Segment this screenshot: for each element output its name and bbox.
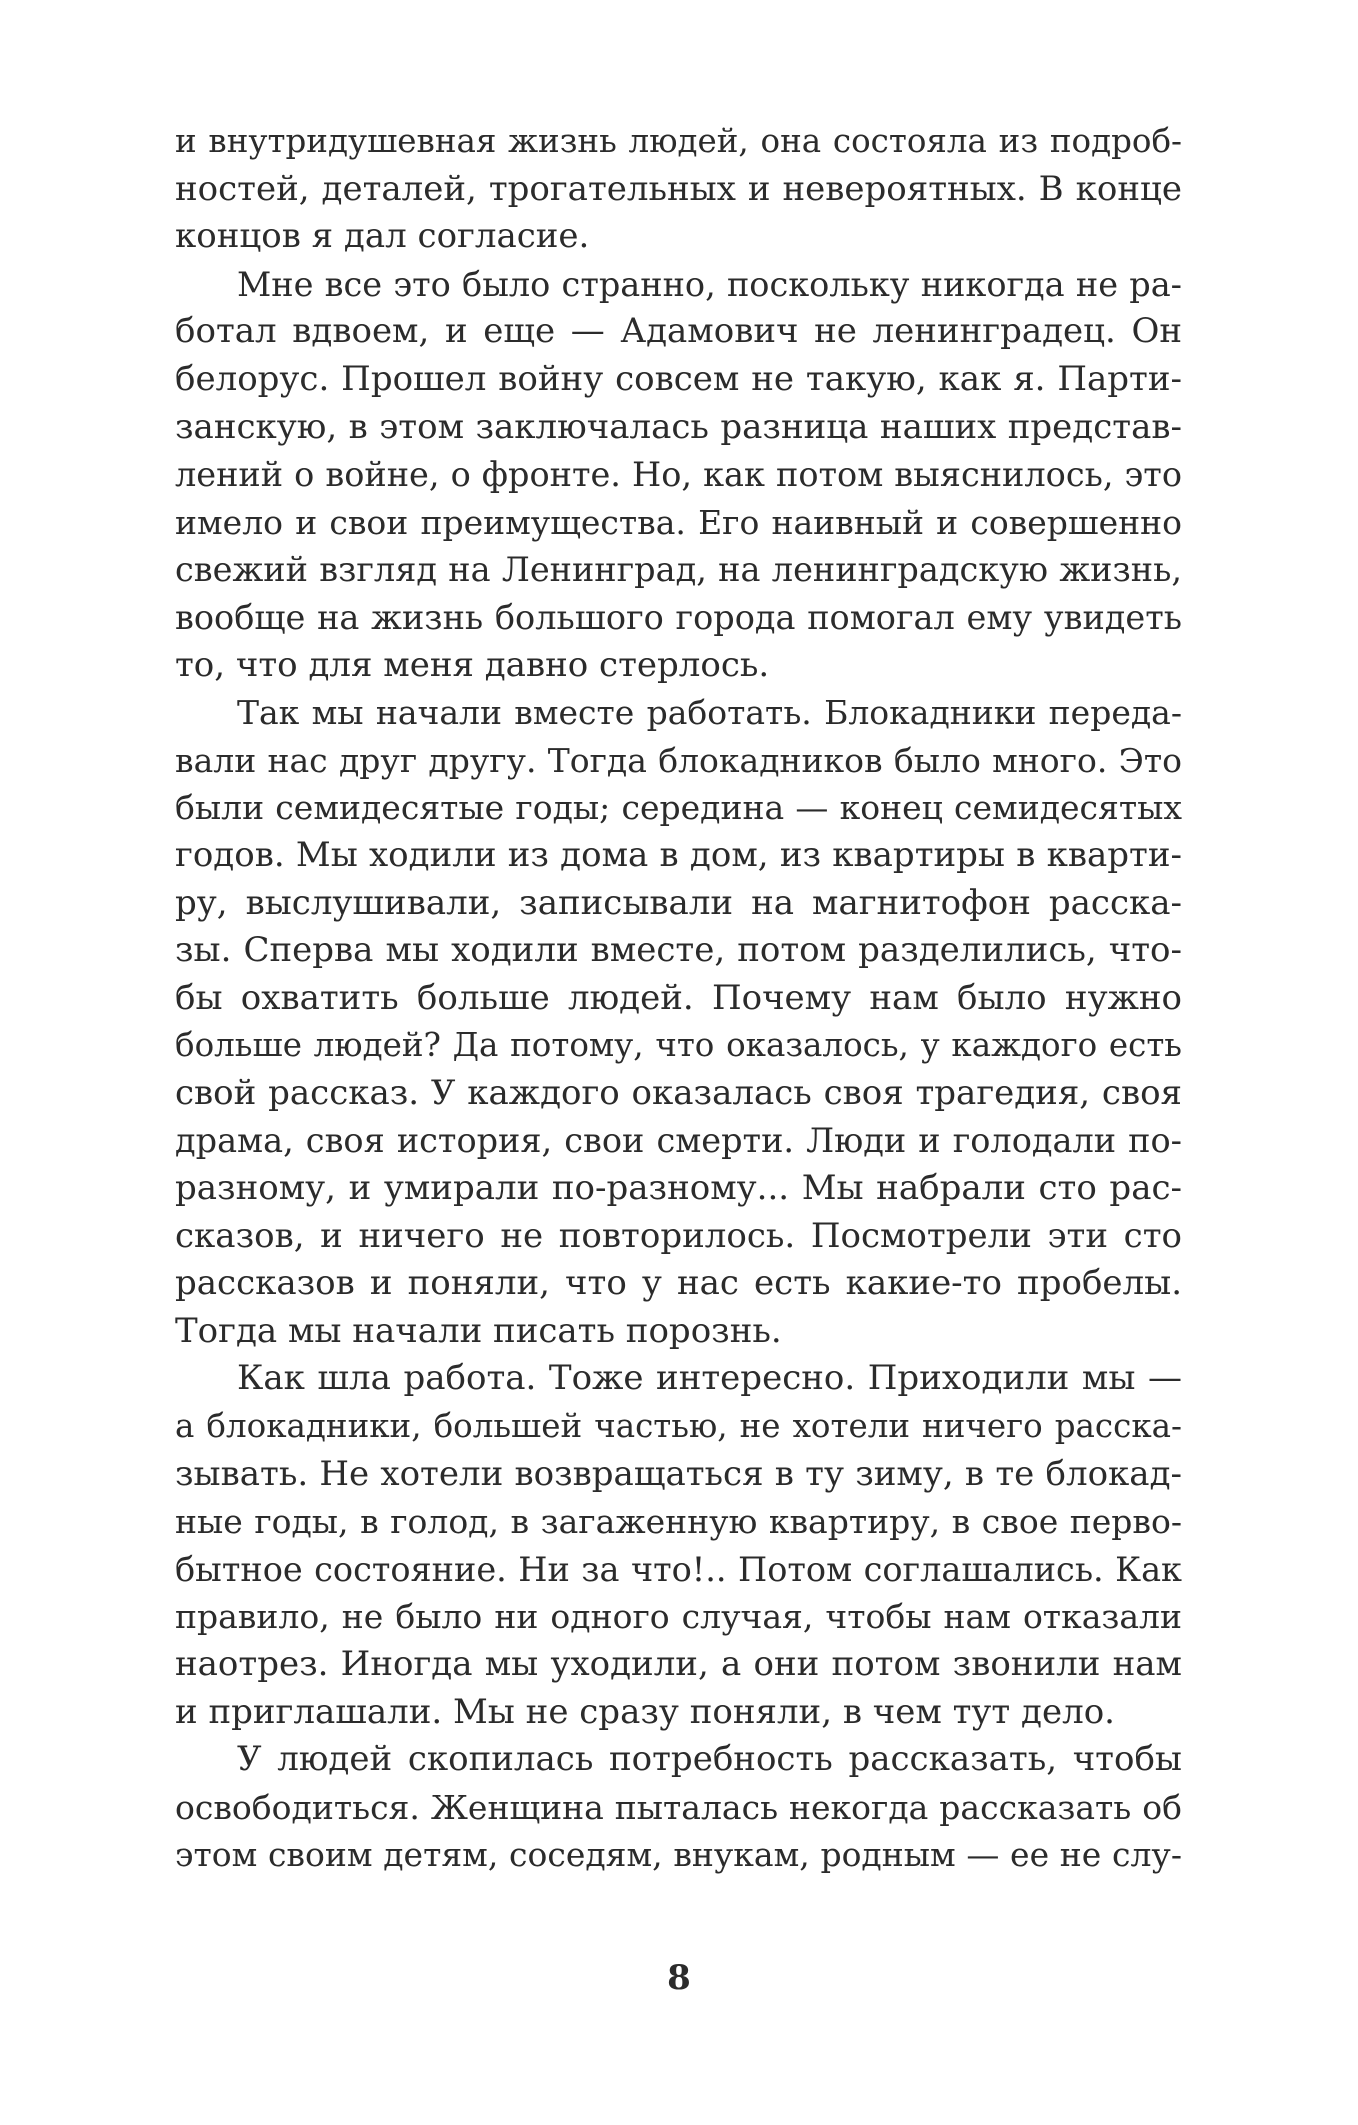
text-line: Мне все это было странно, поскольку никогда не ра-	[237, 264, 1182, 304]
text-line: зы. Сперва мы ходили вместе, потом разделились, что-	[175, 930, 1182, 971]
text-line: были семидесятые годы; середина — конец семидесятых	[175, 788, 1182, 828]
text-line: Так мы начали вместе работать. Блокадники переда-	[237, 693, 1182, 733]
text-line: Тогда мы начали писать порознь.	[175, 1310, 782, 1351]
text-line: этом своим детям, соседям, внукам, родным — ее не слу-	[175, 1835, 1182, 1875]
text-line: свой рассказ. У каждого оказалась своя трагедия, своя	[175, 1072, 1182, 1113]
paragraph	[175, 261, 1182, 689]
paragraph	[175, 1355, 1182, 1736]
text-line: свежий взгляд на Ленинград, на ленинградскую жизнь,	[175, 550, 1182, 590]
text-line: разному, и умирали по-разному... Мы набрали сто рас-	[175, 1168, 1182, 1209]
text-line: ностей, деталей, трогательных и невероятных. В конце	[175, 168, 1182, 209]
text-line: вали нас друг другу. Тогда блокадников было много. Это	[175, 740, 1182, 780]
text-line: занскую, в этом заключалась разница наших представ-	[175, 406, 1182, 447]
text-line: и приглашали. Мы не сразу поняли, в чем тут дело.	[175, 1691, 1115, 1732]
text-line: правило, не было ни одного случая, чтобы нам отказали	[175, 1597, 1182, 1637]
text-line: лений о войне, о фронте. Но, как потом выяснилось, это	[175, 455, 1182, 495]
text-line: и внутридушевная жизнь людей, она состояла из подроб-	[175, 122, 1182, 160]
text-line: вообще на жизнь большого города помогал ему увидеть	[175, 597, 1182, 637]
text-line: наотрез. Иногда мы уходили, а они потом звонили нам	[175, 1644, 1182, 1684]
text-line: бытное состояние. Ни за что!.. Потом соглашались. Как	[175, 1549, 1182, 1589]
text-line: рассказов и поняли, что у нас есть какие-то пробелы.	[175, 1263, 1182, 1304]
text-line: белорус. Прошел войну совсем не такую, как я. Парти-	[175, 358, 1182, 399]
paragraph	[175, 689, 1182, 1355]
text-line: ру, выслушивали, записывали на магнитофон расска-	[175, 882, 1182, 923]
paragraph	[175, 118, 1182, 261]
text-line: больше людей? Да потому, что оказалось, у каждого есть	[175, 1026, 1182, 1065]
text-line: ные годы, в голод, в загаженную квартиру, в свое перво-	[175, 1502, 1182, 1542]
text-line: концов я дал согласие.	[175, 216, 590, 257]
text-line: а блокадники, большей частью, не хотели ничего расска-	[175, 1407, 1182, 1446]
text-line: имело и свои преимущества. Его наивный и совершенно	[175, 502, 1182, 542]
text-line: Как шла работа. Тоже интересно. Приходили мы —	[237, 1358, 1182, 1399]
page-body	[175, 118, 1182, 1879]
text-line: освободиться. Женщина пыталась некогда рассказать об	[175, 1787, 1182, 1827]
text-line: бы охватить больше людей. Почему нам было нужно	[175, 977, 1182, 1018]
text-line: годов. Мы ходили из дома в дом, из квартиры в кварти-	[175, 834, 1182, 875]
page-number: 8	[667, 1958, 691, 1998]
text-line: то, что для меня давно стерлось.	[175, 644, 770, 685]
text-line: зывать. Не хотели возвращаться в ту зиму, в те блокад-	[175, 1453, 1182, 1494]
text-line: ботал вдвоем, и еще — Адамович не ленинградец. Он	[175, 311, 1182, 352]
text-line: У людей скопилась потребность рассказать, чтобы	[237, 1739, 1182, 1780]
text-line: драма, своя история, свои смерти. Люди и голодали по-	[175, 1121, 1182, 1161]
paragraph	[175, 1736, 1182, 1879]
text-line: сказов, и ничего не повторилось. Посмотрели эти сто	[175, 1215, 1182, 1256]
